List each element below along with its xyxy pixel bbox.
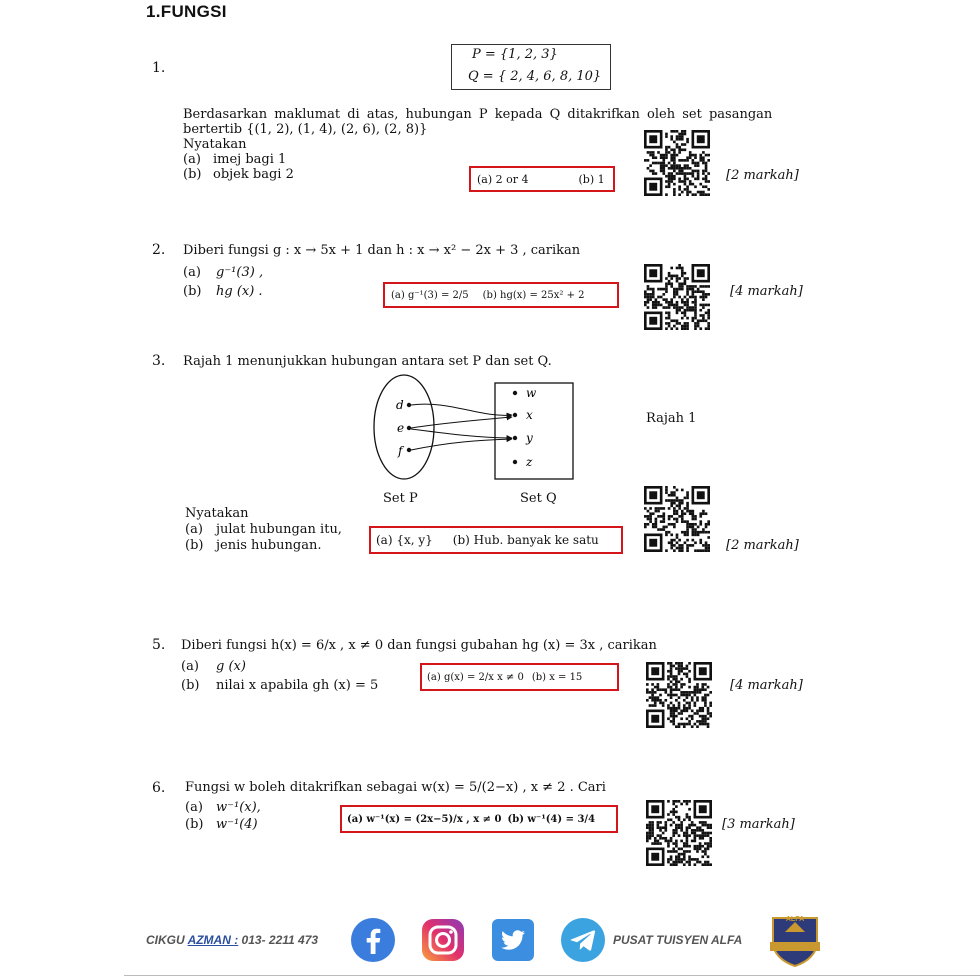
set-p-definition: P = {1, 2, 3} (472, 47, 558, 62)
alfa-logo (765, 912, 825, 972)
question-1-part-a: imej bagi 1 (213, 152, 287, 167)
arrow-d-to-x (411, 404, 512, 415)
question-3-part-a: julat hubungan itu, (216, 522, 342, 537)
teacher-name[interactable]: AZMAN : (187, 933, 239, 947)
question-3-marks: [2 markah] (726, 538, 799, 553)
arrow-e-to-y (411, 429, 512, 438)
answer-q5-b: (b) x = 15 (531, 671, 583, 683)
question-3-nyatakan: Nyatakan (185, 506, 249, 521)
qr-code-icon[interactable] (646, 662, 712, 732)
set-p-label: Set P (383, 491, 418, 506)
logo-text: ALFA (785, 916, 805, 923)
answer-q6-a: (a) w⁻¹(x) = (2x−5)/x , x ≠ 0 (347, 813, 502, 825)
teacher-contact (146, 933, 318, 947)
twitter-icon[interactable] (490, 917, 536, 963)
tuition-centre-name: PUSAT TUISYEN ALFA (613, 933, 743, 947)
answer-box-q5 (420, 663, 619, 691)
question-6-marks: [3 markah] (722, 817, 795, 832)
question-2-part-a: g⁻¹(3) , (216, 265, 264, 280)
element-y: y (526, 431, 533, 445)
answer-box-q3 (369, 526, 623, 554)
element-d: d (396, 398, 404, 412)
answer-q5-a: (a) g(x) = 2/x x ≠ 0 (427, 671, 524, 683)
qr-code-icon[interactable] (644, 486, 710, 556)
element-f: f (398, 444, 403, 458)
question-1-part-b-label: (b) (183, 167, 202, 182)
question-1-marks: [2 markah] (726, 168, 799, 183)
question-2-part-b: hg (x) . (216, 284, 263, 299)
answer-box-q6 (340, 805, 618, 833)
page-title: 1.FUNGSI (146, 2, 227, 21)
question-2-number: 2. (152, 242, 166, 258)
question-2-stem: Diberi fungsi g : x → 5x + 1 dan h : x → x² − 2x + 3 , carikan (183, 243, 581, 258)
answer-q1-a: (a) 2 or 4 (477, 172, 529, 186)
question-2-marks: [4 markah] (730, 284, 803, 299)
question-1-stem: Berdasarkan maklumat di atas, hubungan P kepada Q ditakrifkan oleh set pasangan (183, 107, 773, 122)
answer-box-q2 (383, 282, 619, 308)
element-e: e (397, 421, 405, 435)
qr-code-icon[interactable] (646, 800, 712, 870)
answer-q3-b: (b) Hub. banyak ke satu (452, 533, 599, 547)
diagram-caption: Rajah 1 (646, 411, 697, 426)
question-5-part-a: g (x) (216, 659, 246, 674)
question-3-stem: Rajah 1 menunjukkan hubungan antara set P dan set Q. (183, 354, 552, 369)
teacher-phone: 013- 2211 473 (238, 933, 319, 947)
question-5-part-a-label: (a) (181, 659, 199, 674)
arrow-f-to-y (411, 439, 512, 450)
question-3-part-a-label: (a) (185, 522, 203, 537)
question-5-stem: Diberi fungsi h(x) = 6/x , x ≠ 0 dan fungsi gubahan hg (x) = 3x , carikan (181, 638, 657, 653)
question-5-part-b-label: (b) (181, 678, 200, 693)
answer-q2-a: (a) g⁻¹(3) = 2/5 (391, 289, 469, 301)
qr-code-icon[interactable] (644, 264, 710, 334)
question-6-part-b-label: (b) (185, 817, 204, 832)
set-definition-box (451, 44, 611, 90)
question-6-stem: Fungsi w boleh ditakrifkan sebagai w(x) = 5/(2−x) , x ≠ 2 . Cari (185, 780, 606, 795)
instagram-icon[interactable] (420, 917, 466, 963)
answer-q3-a: (a) {x, y} (376, 533, 433, 547)
element-z: z (526, 455, 533, 469)
question-1-nyatakan: Nyatakan (183, 137, 247, 152)
question-6-number: 6. (152, 780, 166, 796)
telegram-icon[interactable] (560, 917, 606, 963)
question-2-part-b-label: (b) (183, 284, 202, 299)
question-6-part-a-label: (a) (185, 800, 203, 815)
footer-divider (124, 975, 980, 976)
teacher-prefix: CIKGU (146, 933, 188, 947)
element-x: x (526, 408, 533, 422)
question-2-part-a-label: (a) (183, 265, 201, 280)
question-3-part-b-label: (b) (185, 538, 204, 553)
arrow-e-to-x (411, 417, 512, 428)
question-6-part-a: w⁻¹(x), (216, 800, 261, 815)
question-6-part-b: w⁻¹(4) (216, 817, 258, 832)
question-3-number: 3. (152, 353, 166, 369)
answer-box-q1 (469, 166, 615, 192)
answer-q2-b: (b) hg(x) = 25x² + 2 (482, 289, 585, 301)
question-1-number: 1. (152, 60, 166, 76)
question-5-part-b: nilai x apabila gh (x) = 5 (216, 678, 379, 693)
element-w: w (526, 386, 537, 400)
answer-q6-b: (b) w⁻¹(4) = 3/4 (507, 813, 596, 825)
question-1-pairs: bertertib {(1, 2), (1, 4), (2, 6), (2, 8)} (183, 122, 428, 137)
set-q-definition: Q = { 2, 4, 6, 8, 10} (468, 69, 602, 84)
facebook-icon[interactable] (350, 917, 396, 963)
answer-q1-b: (b) 1 (578, 172, 605, 186)
question-5-number: 5. (152, 637, 166, 653)
question-1-part-a-label: (a) (183, 152, 201, 167)
question-3-part-b: jenis hubungan. (216, 538, 322, 553)
qr-code-icon[interactable] (644, 130, 710, 200)
question-5-marks: [4 markah] (730, 678, 803, 693)
question-1-part-b: objek bagi 2 (213, 167, 294, 182)
set-q-label: Set Q (520, 491, 557, 506)
